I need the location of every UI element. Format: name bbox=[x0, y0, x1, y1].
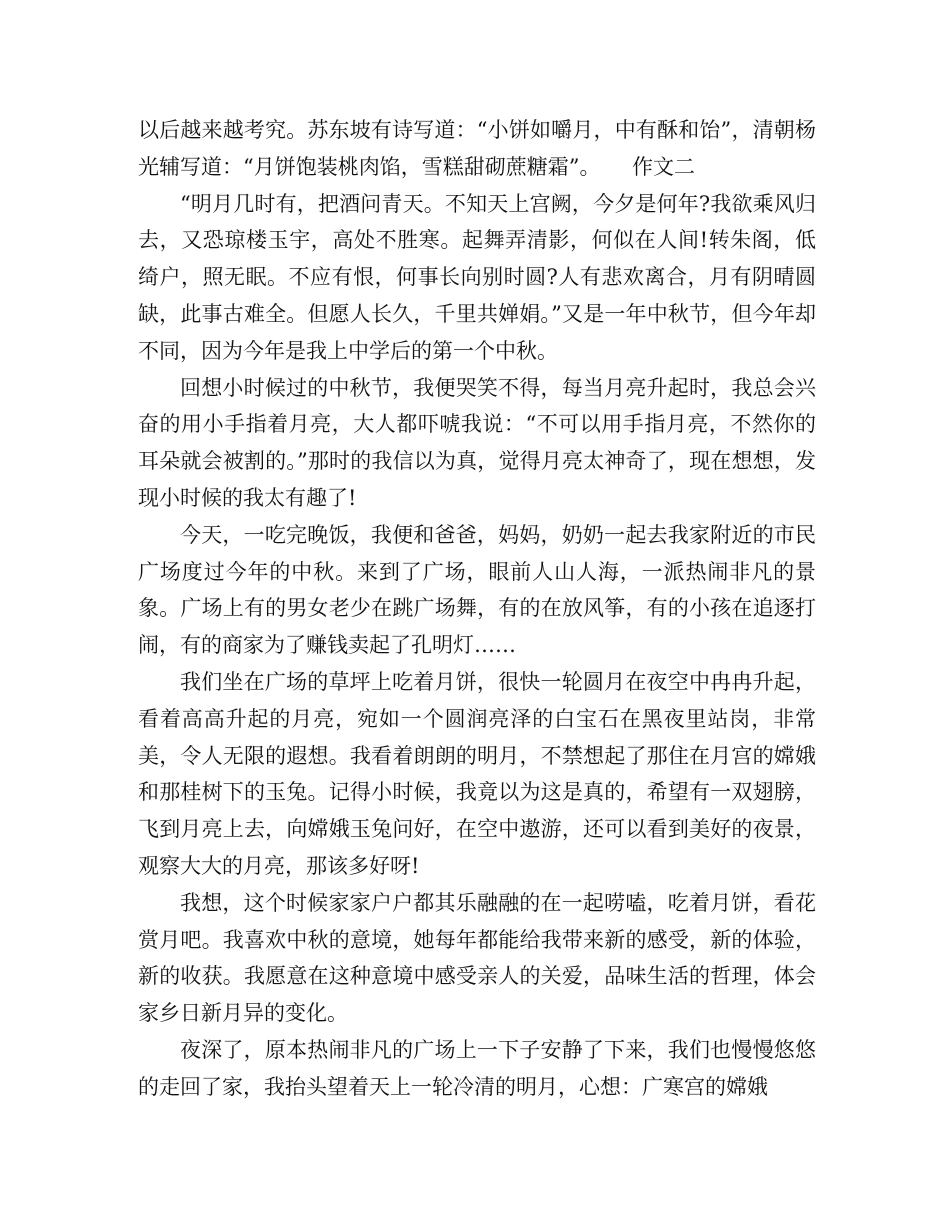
paragraph-1: 以后越来越考究。苏东坡有诗写道：“小饼如嚼月，中有酥和饴”，清朝杨光辅写道：“月饼饱装桃肉馅，雪糕甜砌蔗糖霜”。 作文二 bbox=[138, 118, 816, 179]
paragraph-3: 回想小时候过的中秋节，我便哭笑不得，每当月亮升起时，我总会兴奋的用小手指着月亮，大人都吓唬我说：“不可以用手指月亮，不然你的耳朵就会被割的。”那时的我信以为真，觉得月亮太神奇了，现在想想，发现小时候的我太有趣了! bbox=[138, 375, 816, 510]
paragraph-2: “明月几时有，把酒问青天。不知天上宫阙，今夕是何年?我欲乘风归去，又恐琼楼玉宇，高处不胜寒。起舞弄清影，何似在人间!转朱阁，低绮户，照无眠。不应有恨，何事长向别时圆?人有悲欢离合，月有阴晴圆缺，此事古难全。但愿人长久，千里共婵娟。”又是一年中秋节，但今年却不同，因为今年是我上中学后的第一个中秋。 bbox=[138, 191, 816, 363]
paragraph-7: 夜深了，原本热闹非凡的广场上一下子安静了下来，我们也慢慢悠悠的走回了家，我抬头望着天上一轮冷清的明月，心想：广寒宫的嫦娥 bbox=[138, 1037, 816, 1099]
paragraph-5: 我们坐在广场的草坪上吃着月饼，很快一轮圆月在夜空中冉冉升起，看着高高升起的月亮，宛如一个圆润亮泽的白宝石在黑夜里站岗，非常美，令人无限的遐想。我看着朗朗的明月，不禁想起了那住在月宫的嫦娥和那桂树下的玉兔。记得小时候，我竟以为这是真的，希望有一双翅膀，飞到月亮上去，向嫦娥玉兔问好，在空中遨游，还可以看到美好的夜景，观察大大的月亮，那该多好呀! bbox=[138, 669, 816, 878]
paragraph-6: 我想，这个时候家家户户都其乐融融的在一起唠嗑，吃着月饼，看花赏月吧。我喜欢中秋的意境，她每年都能给我带来新的感受，新的体验，新的收获。我愿意在这种意境中感受亲人的关爱，品味生活的哲理，体会家乡日新月异的变化。 bbox=[138, 890, 816, 1026]
paragraph-4: 今天，一吃完晚饭，我便和爸爸，妈妈，奶奶一起去我家附近的市民广场度过今年的中秋。来到了广场，眼前人山人海，一派热闹非凡的景象。广场上有的男女老少在跳广场舞，有的在放风筝，有的小孩在追逐打闹，有的商家为了赚钱卖起了孔明灯…… bbox=[138, 522, 816, 658]
document-body bbox=[138, 112, 816, 1106]
